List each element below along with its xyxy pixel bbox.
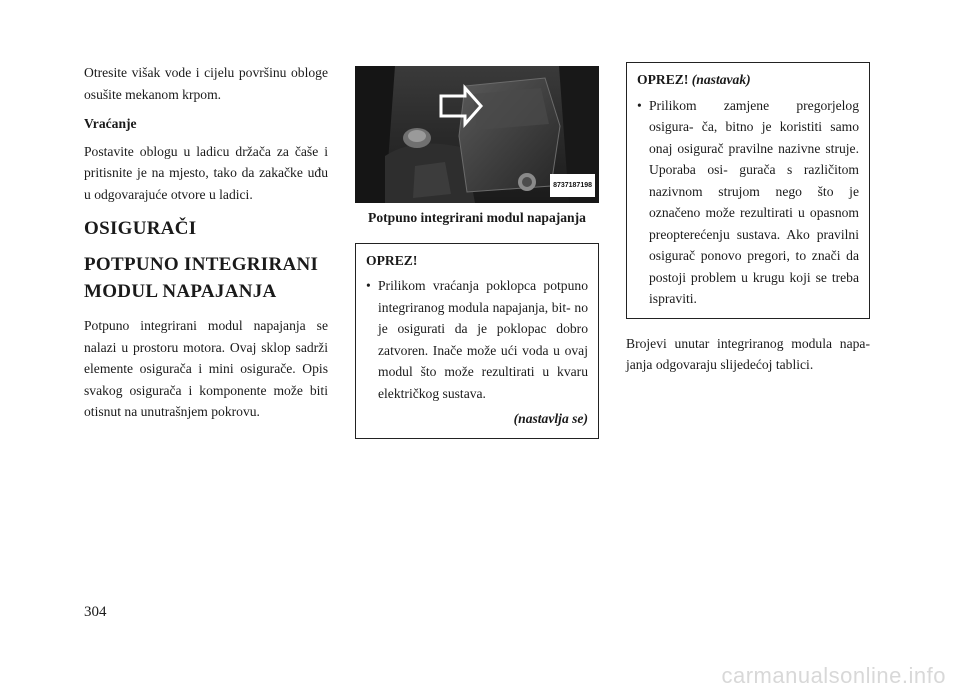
warning-title-continued [637, 69, 859, 91]
column-left [84, 62, 328, 431]
paragraph-tipm: Potpuno integrirani modul napajanja se nalazi u prostoru motora. Ovaj sklop sadrži elemente osigurača i mini osigurače. Opis svakog osigurača i komponente može biti otisnut na unutrašnjem pokrovu. [84, 318, 328, 419]
warning-bullet-text: Prilikom vraćanja poklopca potpuno integriranog modula napajanja, bit- no je osigurati da je poklopac dobro zatvoren. Inače može ući voda u ovaj modul što može rezultirati u kvaru električkog sustava. [378, 278, 588, 401]
warning-bullet [637, 95, 859, 310]
continued-label: (nastavlja se) [513, 411, 588, 426]
page-number: 304 [84, 604, 107, 620]
paragraph-dry-cover: Otresite višak vode i cijelu površinu obloge osušite mekanom krpom. [84, 65, 328, 102]
photo-stamp: 8737187198 [550, 174, 595, 198]
photo-caption: Potpuno integrirani modul napajanja [368, 210, 586, 225]
subheading-reinstall: Vraćanje [84, 116, 137, 131]
watermark: carmanualsonline.info [721, 663, 946, 688]
warning-box-continued [626, 62, 870, 319]
column-middle [355, 62, 599, 439]
warning-box [355, 243, 599, 439]
warning-title: OPREZ! [366, 252, 418, 268]
warning-bullet [366, 275, 588, 404]
paragraph-table-ref: Brojevi unutar integriranog modula napa- janja odgovaraju slijedećoj tablici. [626, 335, 870, 372]
bullet-icon: • [366, 278, 371, 293]
column-right [626, 62, 870, 384]
heading-fuses: OSIGURAČI [84, 218, 197, 239]
bullet-icon: • [637, 97, 642, 113]
warning-title-text: OPREZ! [637, 72, 689, 87]
warning-bullet-text: Prilikom zamjene pregorjelog osigura- ča, bitno je koristiti samo onaj osigurač pravilne nazivne struje. Uporaba osi- gurača s različitom nazivnom strujom nego što je označeno može rezultirati u opasnom preopterećenju sustava. Ako pravilni osigurač ponovo pregori, to znači da postoji problem u krugu koji se treba ispraviti. [649, 97, 859, 306]
paragraph-reinstall: Postavite oblogu u ladicu držača za čaše i pritisnite je na mjesto, tako da zakačke uđu u odgovarajuće otvore u ladici. [84, 143, 328, 202]
engine-bay-photo [355, 66, 599, 203]
heading-tipm: POTPUNO INTEGRIRANI MODUL NAPAJANJA [84, 254, 319, 302]
warning-title-cont: (nastavak) [691, 72, 751, 87]
